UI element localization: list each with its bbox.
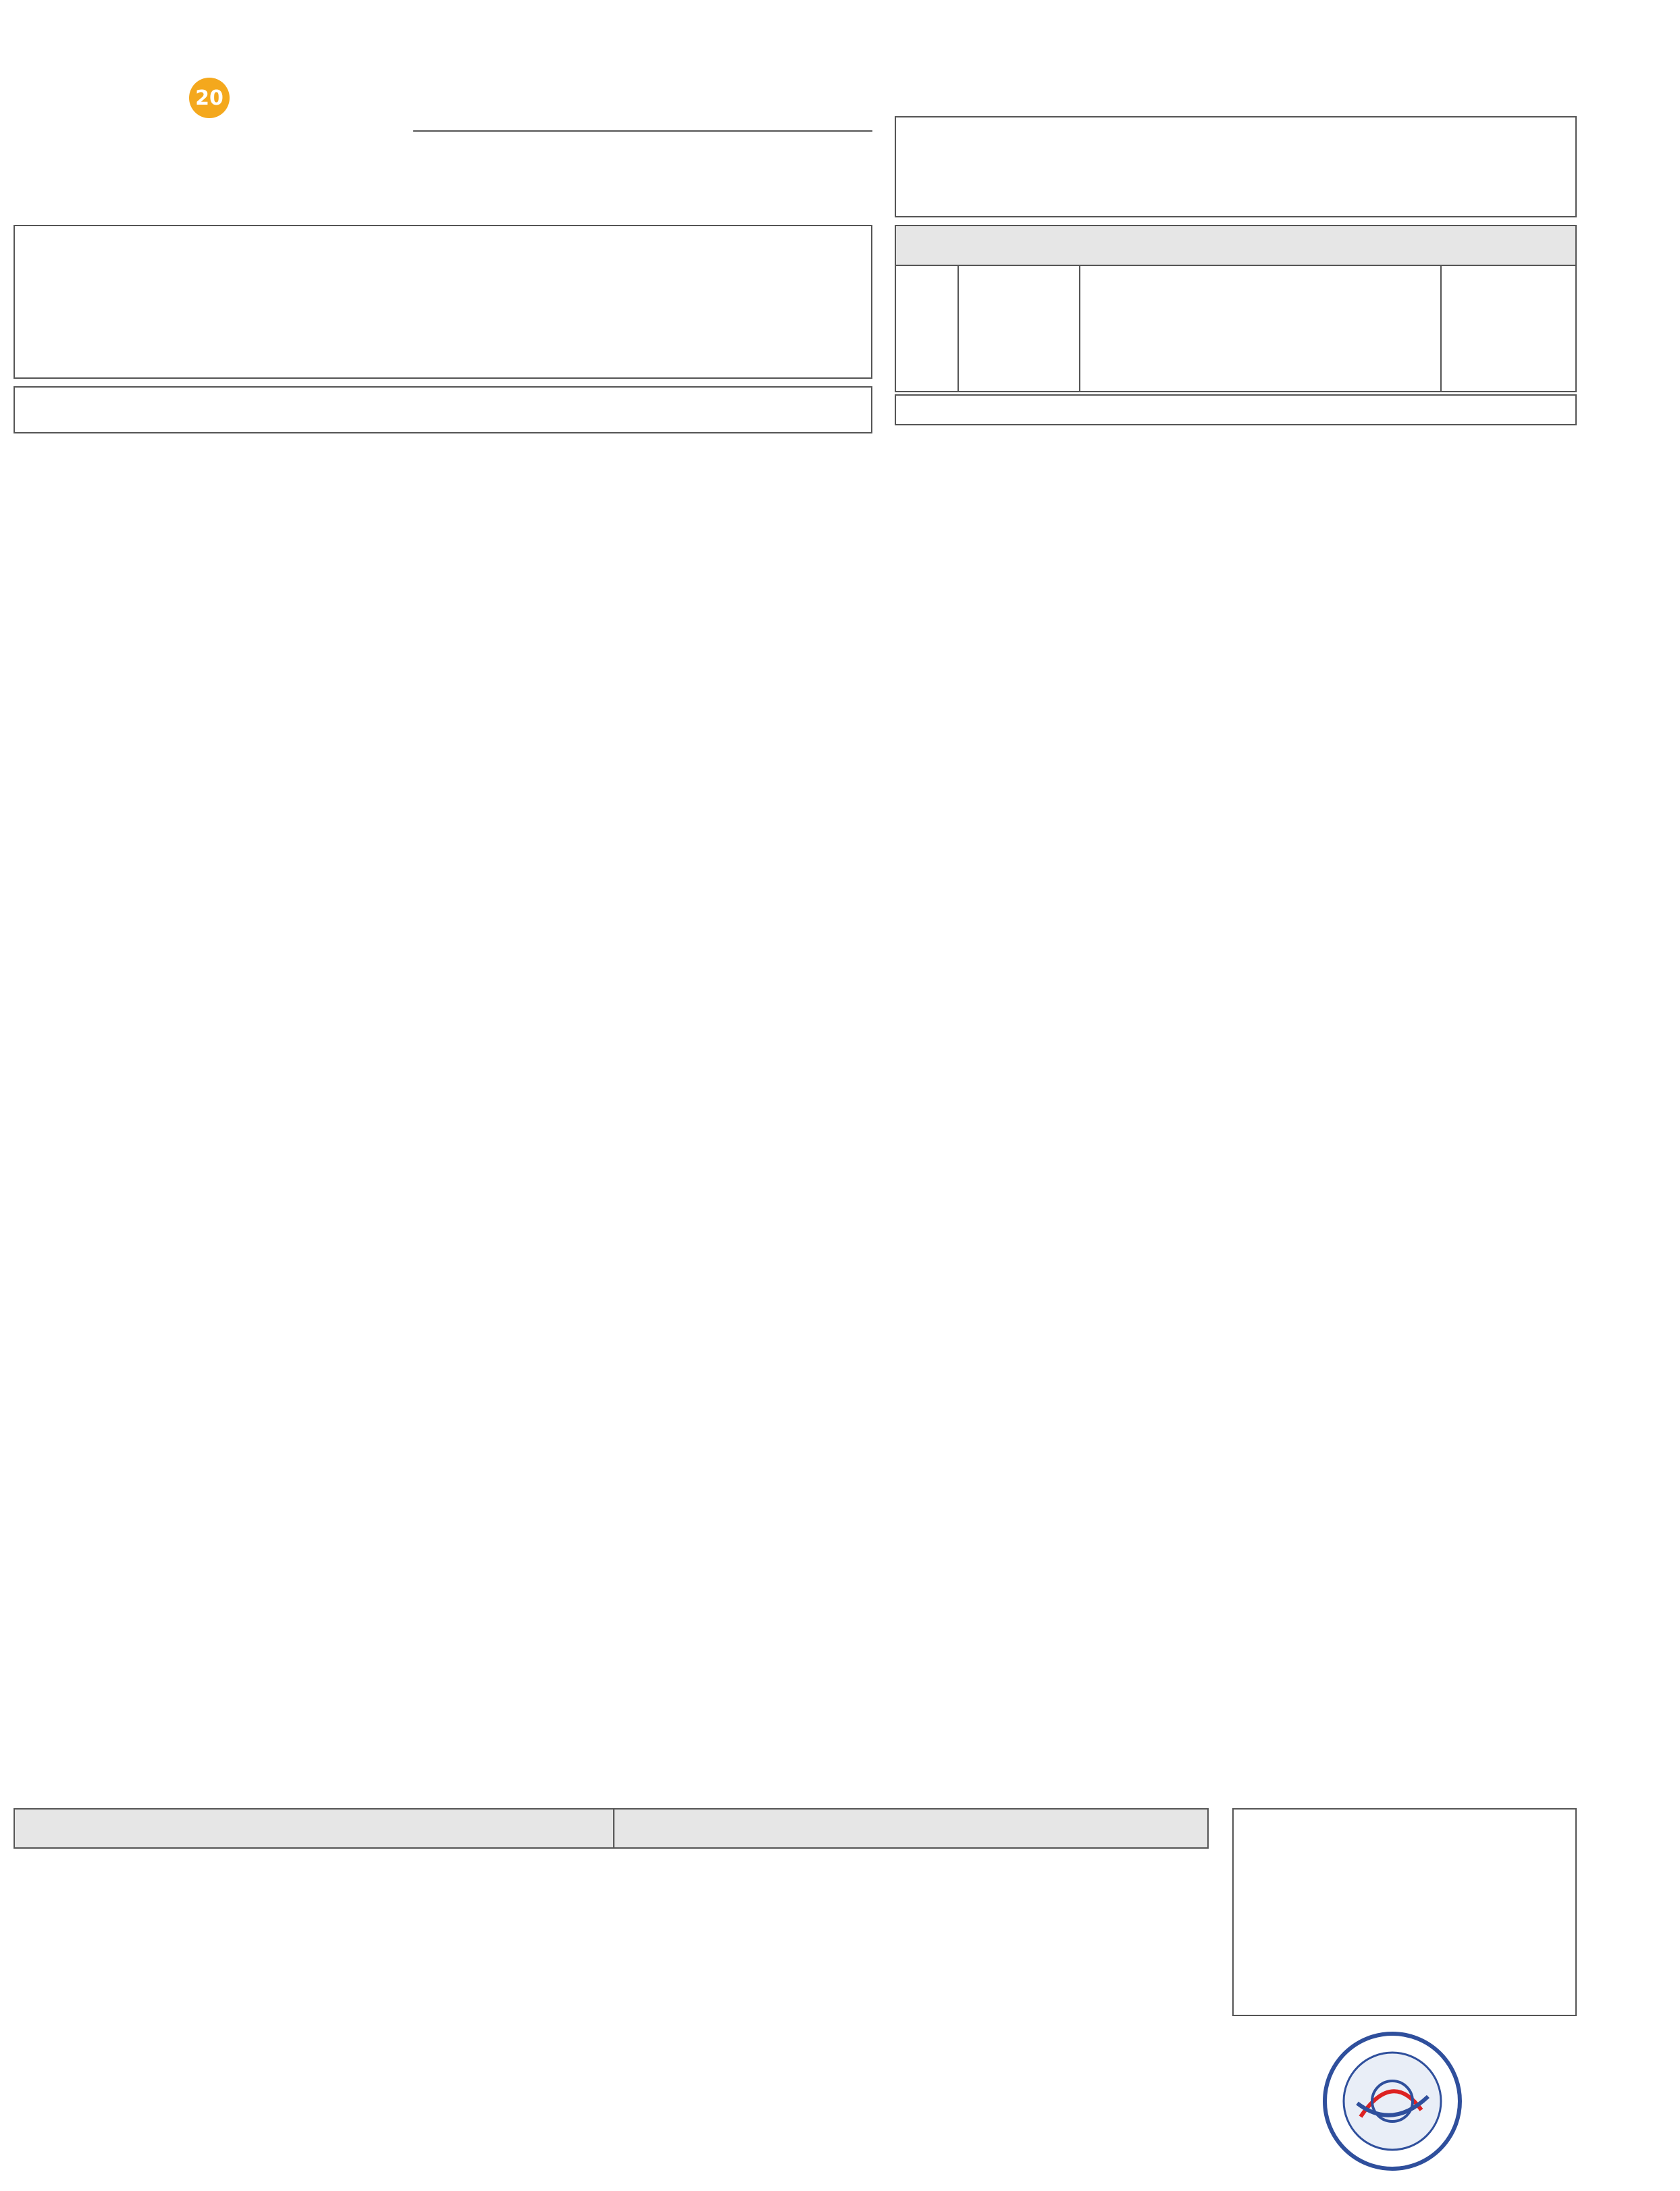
bottom-team-header [14,1808,1209,1849]
trophy-icon [186,68,233,128]
svg-text:20: 20 [195,86,224,110]
referees-box [14,386,872,433]
federation-seal-icon [1320,2029,1465,2174]
fivb-logo [14,41,405,182]
result-box [895,116,1577,217]
sets-total-box [895,394,1577,425]
federation-logo [1320,2029,1465,2174]
legend-box [1232,1808,1577,2016]
match-info-box [14,225,872,379]
